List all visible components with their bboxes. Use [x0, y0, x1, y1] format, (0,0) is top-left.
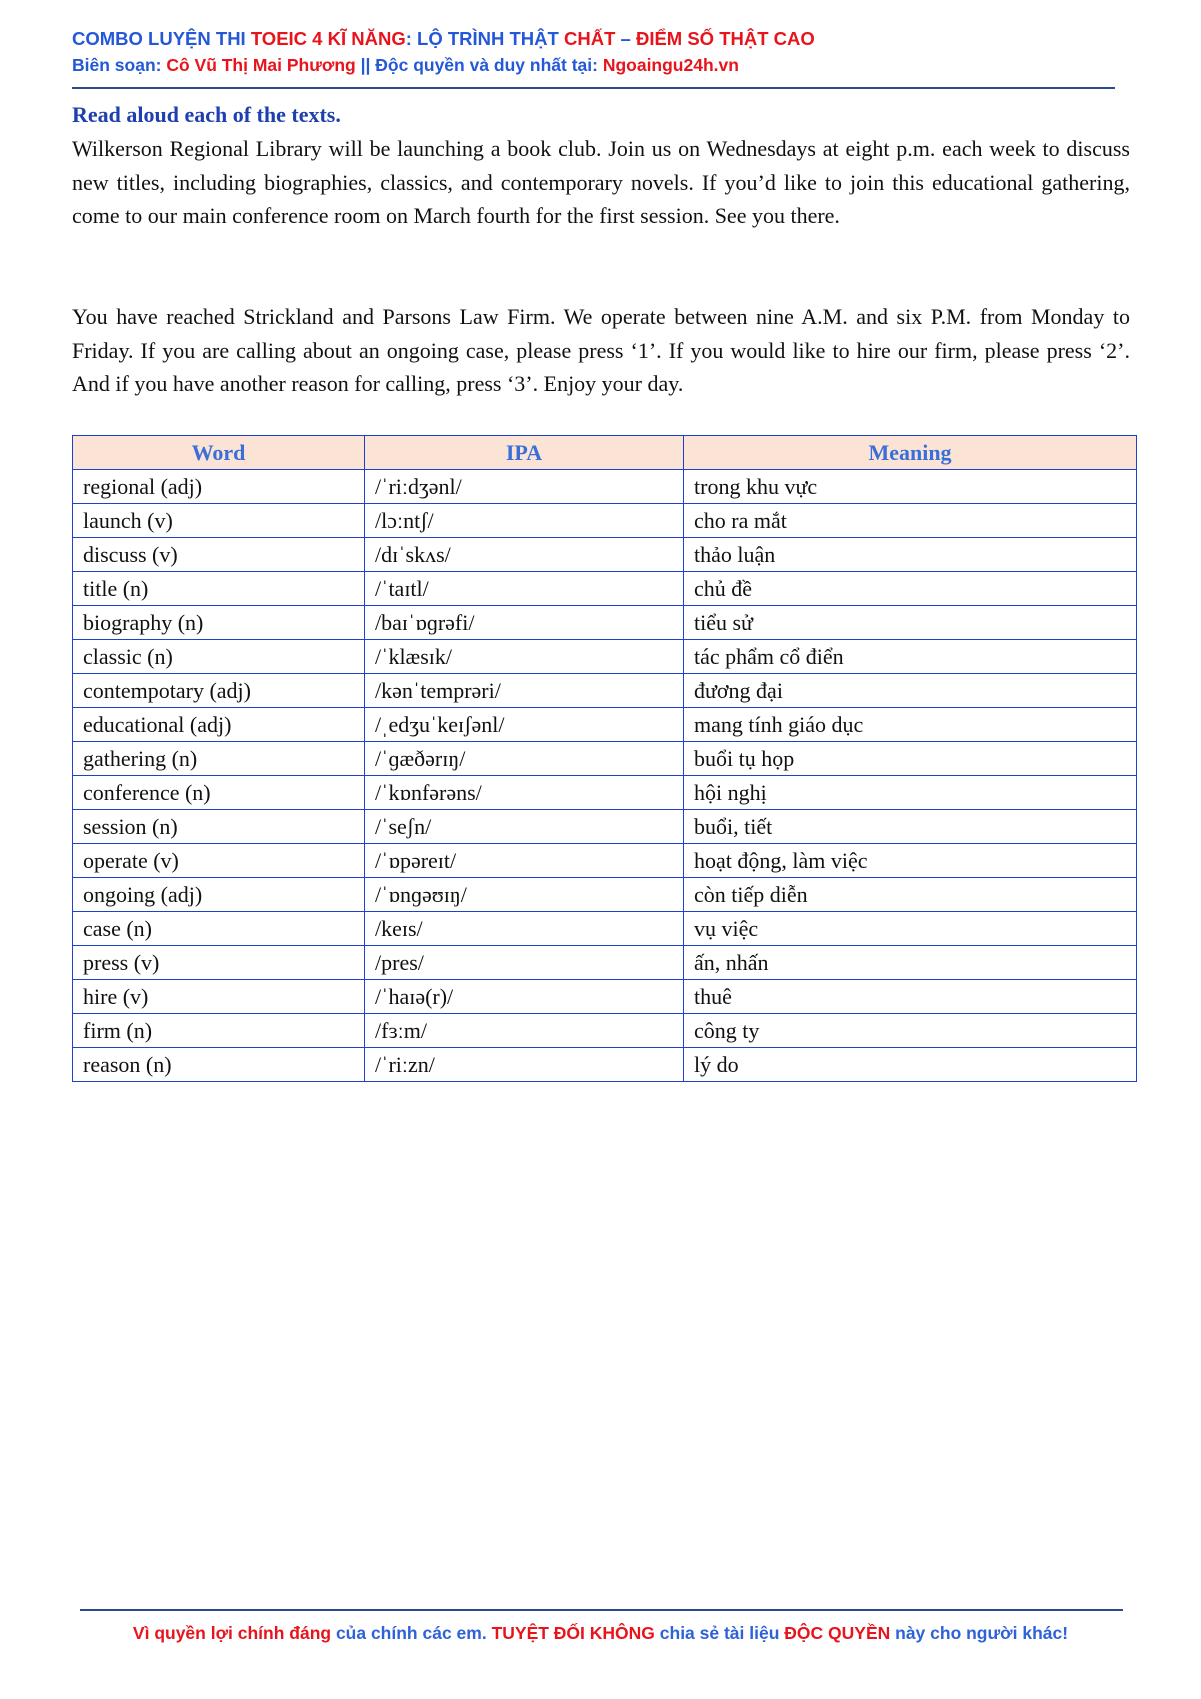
vocab-ipa: /ˈriːzn/: [365, 1048, 684, 1082]
footer-part: TUYỆT ĐỐI KHÔNG: [491, 1623, 655, 1643]
vocab-word: contempotary (adj): [73, 674, 365, 708]
vocab-meaning: công ty: [684, 1014, 1137, 1048]
vocab-meaning: đương đại: [684, 674, 1137, 708]
vocab-word: classic (n): [73, 640, 365, 674]
course-title-part: ĐIỂM SỐ: [635, 28, 715, 49]
vocab-row: [73, 912, 1137, 946]
vocab-row: [73, 742, 1137, 776]
course-title-part: –: [615, 28, 636, 49]
vocab-row: [73, 878, 1137, 912]
footer-part: của chính các em.: [335, 1623, 492, 1643]
header-ipa: IPA: [365, 436, 684, 470]
vocab-ipa: /ˈɒnɡəʊɪŋ/: [365, 878, 684, 912]
vocab-meaning: hoạt động, làm việc: [684, 844, 1137, 878]
vocab-row: [73, 572, 1137, 606]
vocab-meaning: buổi tụ họp: [684, 742, 1137, 776]
footer-part: Vì quyền lợi chính đáng: [132, 1623, 336, 1643]
course-title-part: : LỘ TRÌNH THẬT: [405, 28, 564, 49]
vocab-row: [73, 470, 1137, 504]
vocab-word: ongoing (adj): [73, 878, 365, 912]
vocab-ipa: /fɜːm/: [365, 1014, 684, 1048]
vocab-row: [73, 674, 1137, 708]
website-link[interactable]: Ngoaingu24h.vn: [602, 55, 739, 75]
vocab-table: [72, 435, 1137, 1082]
vocab-word: reason (n): [73, 1048, 365, 1082]
vocab-row: [73, 1014, 1137, 1048]
vocab-meaning: lý do: [684, 1048, 1137, 1082]
vocab-word: discuss (v): [73, 538, 365, 572]
vocab-row: [73, 538, 1137, 572]
vocab-meaning: mang tính giáo dục: [684, 708, 1137, 742]
vocab-meaning: thuê: [684, 980, 1137, 1014]
header-word: Word: [73, 436, 365, 470]
vocab-header-row: [73, 436, 1137, 470]
vocab-ipa: /ˈriːdʒənl/: [365, 470, 684, 504]
vocab-word: press (v): [73, 946, 365, 980]
vocab-word: gathering (n): [73, 742, 365, 776]
course-title-part: TOEIC 4 KĨ NĂNG: [250, 28, 406, 49]
page-header: [72, 26, 1117, 78]
vocab-ipa: /ˈhaɪə(r)/: [365, 980, 684, 1014]
footer-divider: [80, 1609, 1123, 1611]
footer-notice: [0, 1623, 1201, 1644]
section-title: Read aloud each of the texts.: [72, 102, 341, 127]
vocab-ipa: /ˈklæsɪk/: [365, 640, 684, 674]
author-line: [72, 52, 1117, 78]
vocab-ipa: /lɔːntʃ/: [365, 504, 684, 538]
vocab-meaning: hội nghị: [684, 776, 1137, 810]
vocab-word: regional (adj): [73, 470, 365, 504]
vocab-word: case (n): [73, 912, 365, 946]
header-meaning: Meaning: [684, 436, 1137, 470]
vocab-row: [73, 1048, 1137, 1082]
vocab-ipa: /ˈɡæðərɪŋ/: [365, 742, 684, 776]
vocab-word: session (n): [73, 810, 365, 844]
vocab-ipa: /ˈɒpəreɪt/: [365, 844, 684, 878]
vocab-word: launch (v): [73, 504, 365, 538]
vocab-meaning: chủ đề: [684, 572, 1137, 606]
vocab-row: [73, 606, 1137, 640]
vocab-row: [73, 810, 1137, 844]
vocab-ipa: /pres/: [365, 946, 684, 980]
footer-part: chia sẻ tài liệu: [654, 1623, 785, 1643]
course-title-part: THẬT CAO: [714, 28, 815, 49]
vocab-word: operate (v): [73, 844, 365, 878]
vocab-row: [73, 980, 1137, 1014]
header-divider: [72, 87, 1115, 89]
author-name: Cô Vũ Thị Mai Phương: [166, 55, 356, 75]
vocab-body: [73, 470, 1137, 1082]
vocab-word: educational (adj): [73, 708, 365, 742]
passage-law-firm: You have reached Strickland and Parsons Law Firm. We operate between nine A.M. and six P.M. from Monday to Friday. If you are calling about an ongoing case, please press ‘1’. If you would like to hire our firm, please press ‘2’. And if you have another reason for calling, press ‘3’. Enjoy your day.: [72, 304, 1130, 396]
vocab-meaning: tác phẩm cổ điển: [684, 640, 1137, 674]
passage-library: Wilkerson Regional Library will be launching a book club. Join us on Wednesdays at eight p.m. each week to discuss new titles, including biographies, classics, and contemporary novels. If you’d like to join this educational gathering, come to our main conference room on March fourth for the first session. See you there.: [72, 136, 1130, 228]
course-title-part: CHẤT: [563, 28, 616, 49]
vocab-ipa: /dɪˈskʌs/: [365, 538, 684, 572]
vocab-row: [73, 504, 1137, 538]
footer-part: ĐỘC QUYỀN: [784, 1623, 891, 1643]
vocab-meaning: còn tiếp diễn: [684, 878, 1137, 912]
vocab-meaning: vụ việc: [684, 912, 1137, 946]
vocab-meaning: trong khu vực: [684, 470, 1137, 504]
vocab-meaning: ấn, nhấn: [684, 946, 1137, 980]
vocab-meaning: cho ra mắt: [684, 504, 1137, 538]
vocab-word: title (n): [73, 572, 365, 606]
vocab-meaning: tiểu sử: [684, 606, 1137, 640]
vocab-ipa: /ˈseʃn/: [365, 810, 684, 844]
vocab-ipa: /ˈkɒnfərəns/: [365, 776, 684, 810]
author-line-part: || Độc quyền và duy nhất tại:: [355, 55, 603, 75]
course-title-part: COMBO LUYỆN THI: [72, 28, 251, 49]
author-line-part: Biên soạn:: [72, 55, 167, 75]
vocab-word: hire (v): [73, 980, 365, 1014]
vocab-row: [73, 844, 1137, 878]
vocab-word: firm (n): [73, 1014, 365, 1048]
vocab-word: biography (n): [73, 606, 365, 640]
vocab-meaning: thảo luận: [684, 538, 1137, 572]
vocab-ipa: /keɪs/: [365, 912, 684, 946]
vocab-ipa: /baɪˈɒɡrəfi/: [365, 606, 684, 640]
vocab-ipa: /ˌedʒuˈkeɪʃənl/: [365, 708, 684, 742]
vocab-ipa: /ˈtaɪtl/: [365, 572, 684, 606]
footer-part: này cho người khác!: [890, 1623, 1069, 1643]
vocab-meaning: buổi, tiết: [684, 810, 1137, 844]
vocab-row: [73, 776, 1137, 810]
vocab-word: conference (n): [73, 776, 365, 810]
vocab-row: [73, 640, 1137, 674]
course-title: [72, 26, 1117, 52]
vocab-row: [73, 708, 1137, 742]
vocab-ipa: /kənˈtemprəri/: [365, 674, 684, 708]
vocab-row: [73, 946, 1137, 980]
